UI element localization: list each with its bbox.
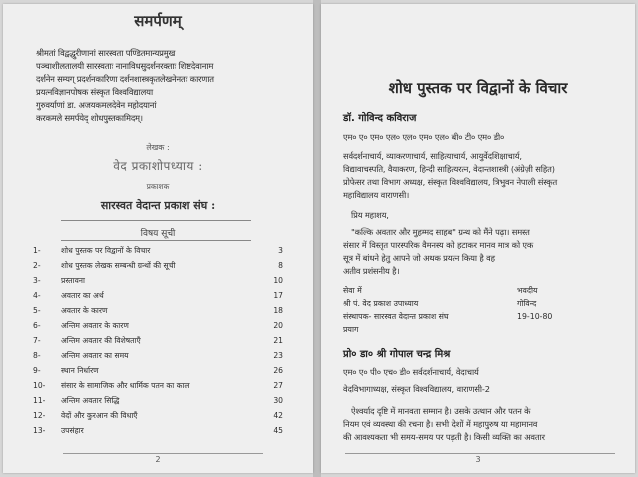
toc-page: 30 — [273, 396, 283, 405]
opinions-title: शोध पुस्तक पर विद्वानों के विचार — [388, 79, 568, 97]
sender-line: 19-10-80 — [517, 312, 553, 321]
page-number: 3 — [475, 455, 481, 464]
dedication-line: पञ्चाशीलतालयी सारस्वताः नानाविधसुदर्शनरक्ताः शिष्टदेवानाम — [36, 61, 214, 71]
footer-rule — [63, 453, 263, 454]
toc-page: 8 — [278, 261, 283, 270]
toc-page: 27 — [273, 381, 283, 390]
toc-title: अन्तिम अवतार के कारण — [61, 321, 129, 330]
toc-title: शोध पुस्तक लेखक सम्बन्धी ग्रन्थों की सूची — [61, 261, 176, 270]
toc-title: अवतार के कारण — [61, 306, 108, 315]
toc-page: 18 — [273, 306, 283, 315]
toc-row — [33, 276, 283, 288]
toc-number: 12- — [33, 411, 46, 420]
toc-page: 17 — [273, 291, 283, 300]
reviewer-title-line: विद्यावाचस्पति, वैयाकरण, हिन्दी साहित्यरत्न, वेदान्तशास्त्री (अंग्रेज़ी सहित) — [343, 164, 555, 174]
footer-rule — [345, 453, 615, 454]
reviewer-degrees: एम० ए० एम० एल० एल० एम० एल० बी० टी० एम० डी० — [343, 132, 505, 142]
publisher-heading: वेद प्रकाशोपध्याय : — [113, 159, 203, 173]
toc-title: अवतार का अर्थ — [61, 291, 104, 300]
addressee-line: प्रयाग — [343, 325, 359, 334]
opinion-body-line: नियम एवं व्यवस्था की रचना है। सभी देशों में महापुरुष या महामानव — [343, 419, 538, 429]
addressee-line: श्री पं. वेद प्रकाश उपाध्याय — [343, 299, 419, 308]
page-number: 2 — [155, 455, 161, 464]
toc-row — [33, 321, 283, 333]
salutation: प्रिय महाशय, — [351, 210, 389, 220]
reviewer-title-line: महाविद्यालय वाराणसी। — [343, 190, 410, 200]
toc-row — [33, 291, 283, 303]
toc-page: 26 — [273, 366, 283, 375]
author-prefix: लेखक : — [146, 143, 170, 152]
toc-page: 42 — [273, 411, 283, 420]
toc-number: 11- — [33, 396, 46, 405]
toc-page: 20 — [273, 321, 283, 330]
toc-number: 5- — [33, 306, 41, 315]
toc-row — [33, 411, 283, 423]
toc-title: अन्तिम अवतार की विशेषताएँ — [61, 336, 141, 345]
sender-line: भवदीय — [517, 286, 538, 295]
toc-title: वेदों और कुरआन की विधाएँ — [61, 411, 138, 420]
divider — [61, 240, 251, 241]
toc-page: 45 — [273, 426, 283, 435]
reviewer-title-line: प्रोफेसर तथा विभाग अध्यक्ष, संस्कृत विश्वविद्यालय, त्रिभुवन नेपाली संस्कृत — [343, 177, 558, 187]
opinion-body-line: की आवश्यकता भी समय-समय पर पड़ती है। किसी व्यक्ति का अवतार — [343, 432, 545, 442]
toc-title: संसार के सामाजिक और धार्मिक पतन का काल — [61, 381, 190, 390]
sender-line: गोविन्द — [517, 299, 537, 308]
toc-number: 4- — [33, 291, 41, 300]
toc-row — [33, 306, 283, 318]
dedication-line: श्रीमतां विद्वद्धुरीणानां सारस्वता पण्डितमान्यप्रमुख — [36, 48, 176, 58]
toc-title: अन्तिम अवतार सिद्धि — [61, 396, 120, 405]
toc-number: 6- — [33, 321, 41, 330]
book-gutter — [313, 0, 321, 477]
toc-title: उपसंहार — [61, 426, 84, 435]
organization-name: सारस्वत वेदान्त प्रकाश संघ : — [100, 199, 216, 212]
letter-body-line: "कल्कि अवतार और मुहम्मद साहब" ग्रन्थ को मैंने पढ़ा। समस्त — [351, 227, 530, 237]
opinion-body-line: ऐश्वर्याद दृष्टि में मानवता सम्मान है। उसके उत्थान और पतन के — [351, 406, 531, 416]
addressee-line: सेवा में — [343, 286, 362, 295]
toc-row — [33, 366, 283, 378]
toc-number: 1- — [33, 246, 41, 255]
toc-page: 21 — [273, 336, 283, 345]
right-page — [321, 4, 635, 473]
left-page — [3, 4, 313, 473]
toc-row — [33, 426, 283, 438]
toc-page: 23 — [273, 351, 283, 360]
dedication-title: समर्पणम् — [134, 12, 182, 30]
addressee-line: संस्थापक- सारस्वत वेदान्त प्रकाश संघ — [343, 312, 449, 321]
dedication-line: प्रयत्नविज्ञानपोषक संस्कृत विश्वविद्यालया — [36, 87, 153, 97]
toc-number: 13- — [33, 426, 46, 435]
signature-sender — [517, 286, 552, 325]
toc-number: 2- — [33, 261, 41, 270]
letter-body-line: अतीव प्रशंसनीय है। — [343, 266, 400, 276]
toc-number: 7- — [33, 336, 41, 345]
reviewer-degrees: एम० ए० पी० एच० डी० सर्वदर्शनाचार्य, वेदाचार्य — [343, 367, 479, 377]
toc-row — [33, 381, 283, 393]
toc-row — [33, 351, 283, 363]
toc-number: 8- — [33, 351, 41, 360]
toc-title: अन्तिम अवतार का समय — [61, 351, 129, 360]
toc-title: शोध पुस्तक पर विद्वानों के विचार — [61, 246, 151, 255]
reviewer-affiliation: वेदविभागाध्यक्ष, संस्कृत विश्वविद्यालय, वाराणसी-2 — [343, 384, 490, 394]
contents-heading: विषय सूची — [140, 229, 176, 239]
reviewer-name: डॉ. गोविन्द कविराज — [343, 113, 417, 124]
toc-row — [33, 336, 283, 348]
dedication-line: गुरुवर्याणां डा. अजयकमलदेवेन महोदयानां — [36, 100, 157, 110]
publisher-subtitle: प्रकाशक — [146, 182, 170, 191]
toc-page: 10 — [273, 276, 283, 285]
toc-title: स्थान निर्धारण — [61, 366, 99, 375]
dedication-line: दर्शनेन सम्यग् प्रदर्शनकारिणा दर्शनशास्त्रकृतलेखनेनतः कारणात — [36, 74, 214, 84]
divider — [61, 220, 251, 221]
toc-number: 9- — [33, 366, 41, 375]
letter-body-line: संसार में विस्तृत पारस्परिक वैमनस्य को हटाकर मानव मात्र को एक — [343, 240, 534, 250]
toc-title: प्रस्तावना — [61, 276, 85, 285]
toc-number: 3- — [33, 276, 41, 285]
toc-row — [33, 246, 283, 258]
letter-body-line: सूत्र में बांधने हेतु आपने जो अथक प्रयत्न किया है वह — [343, 253, 495, 263]
toc-row — [33, 261, 283, 273]
toc-row — [33, 396, 283, 408]
toc-number: 10- — [33, 381, 46, 390]
dedication-line: करकमले समर्पयेद् शोधपुस्तकामिदम्। — [36, 113, 143, 123]
toc-page: 3 — [278, 246, 283, 255]
reviewer-title-line: सर्वदर्शनाचार्य, व्याकरणाचार्य, साहित्याचार्य, आयुर्वेदशिक्षाचार्य, — [343, 151, 522, 161]
reviewer-name: प्रो० डा० श्री गोपाल चन्द्र मिश्र — [343, 349, 451, 360]
signature-addressee — [343, 286, 449, 338]
